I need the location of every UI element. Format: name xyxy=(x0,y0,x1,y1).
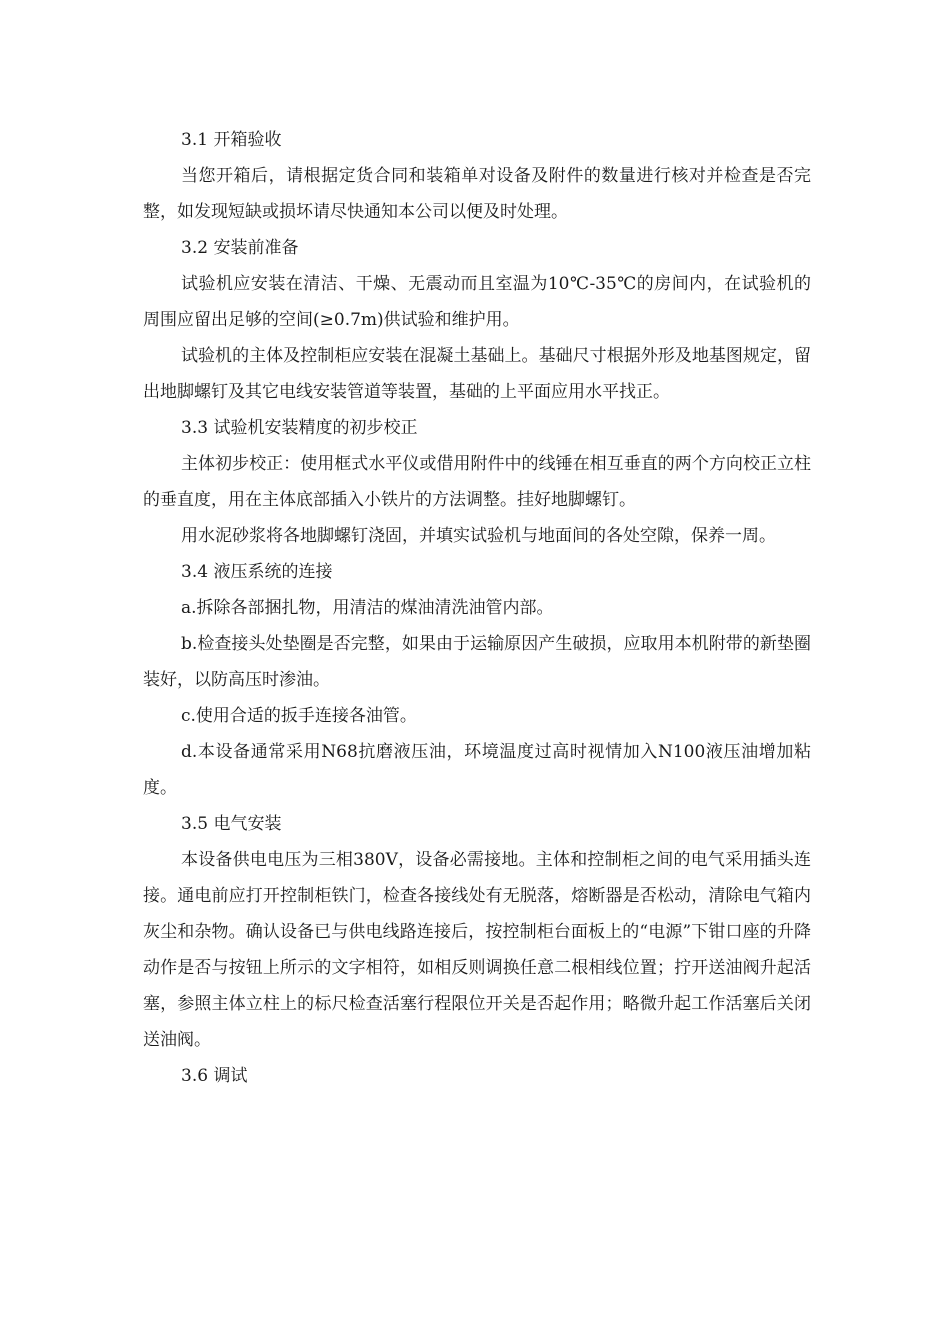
document-body xyxy=(143,122,811,1094)
section-heading-3-3: 3.3 试验机安装精度的初步校正 xyxy=(181,418,418,438)
list-item-b: b.检查接头处垫圈是否完整，如果由于运输原因产生破损，应取用本机附带的新垫圈装好，以防高压时渗油。 xyxy=(143,634,811,690)
section-heading-3-2: 3.2 安装前准备 xyxy=(181,238,299,258)
list-item-d: d.本设备通常采用N68抗磨液压油，环境温度过高时视情加入N100液压油增加粘度。 xyxy=(143,742,811,798)
paragraph-environment: 试验机应安装在清洁、干燥、无震动而且室温为10℃-35℃的房间内，在试验机的周围应留出足够的空间(≥0.7m)供试验和维护用。 xyxy=(143,274,811,330)
paragraph-initial-calibration: 主体初步校正：使用框式水平仪或借用附件中的线锤在相互垂直的两个方向校正立柱的垂直度，用在主体底部插入小铁片的方法调整。挂好地脚螺钉。 xyxy=(143,454,811,510)
section-heading-3-4: 3.4 液压系统的连接 xyxy=(181,562,333,582)
section-heading-3-5: 3.5 电气安装 xyxy=(181,814,282,834)
section-heading-3-1: 3.1 开箱验收 xyxy=(181,130,282,150)
paragraph-grouting: 用水泥砂浆将各地脚螺钉浇固，并填实试验机与地面间的各处空隙，保养一周。 xyxy=(181,526,776,546)
paragraph-electrical: 本设备供电电压为三相380V，设备必需接地。主体和控制柜之间的电气采用插头连接。通电前应打开控制柜铁门，检查各接线处有无脱落，熔断器是否松动，清除电气箱内灰尘和杂物。确认设备已与供电线路连接后，按控制柜台面板上的“电源”下钳口座的升降动作是否与按钮上所示的文字相符，如相反则调换任意二根相线位置；拧开送油阀升起活塞，参照主体立柱上的标尺检查活塞行程限位开关是否起作用；略微升起工作活塞后关闭送油阀。 xyxy=(143,850,811,1050)
list-item-c: c.使用合适的扳手连接各油管。 xyxy=(181,706,417,726)
paragraph-unpacking: 当您开箱后，请根据定货合同和装箱单对设备及附件的数量进行核对并检查是否完整，如发现短缺或损坏请尽快通知本公司以便及时处理。 xyxy=(143,166,811,222)
paragraph-foundation: 试验机的主体及控制柜应安装在混凝土基础上。基础尺寸根据外形及地基图规定，留出地脚螺钉及其它电线安装管道等装置，基础的上平面应用水平找正。 xyxy=(143,346,811,402)
section-heading-3-6: 3.6 调试 xyxy=(181,1066,248,1086)
list-item-a: a.拆除各部捆扎物，用清洁的煤油清洗油管内部。 xyxy=(181,598,554,618)
